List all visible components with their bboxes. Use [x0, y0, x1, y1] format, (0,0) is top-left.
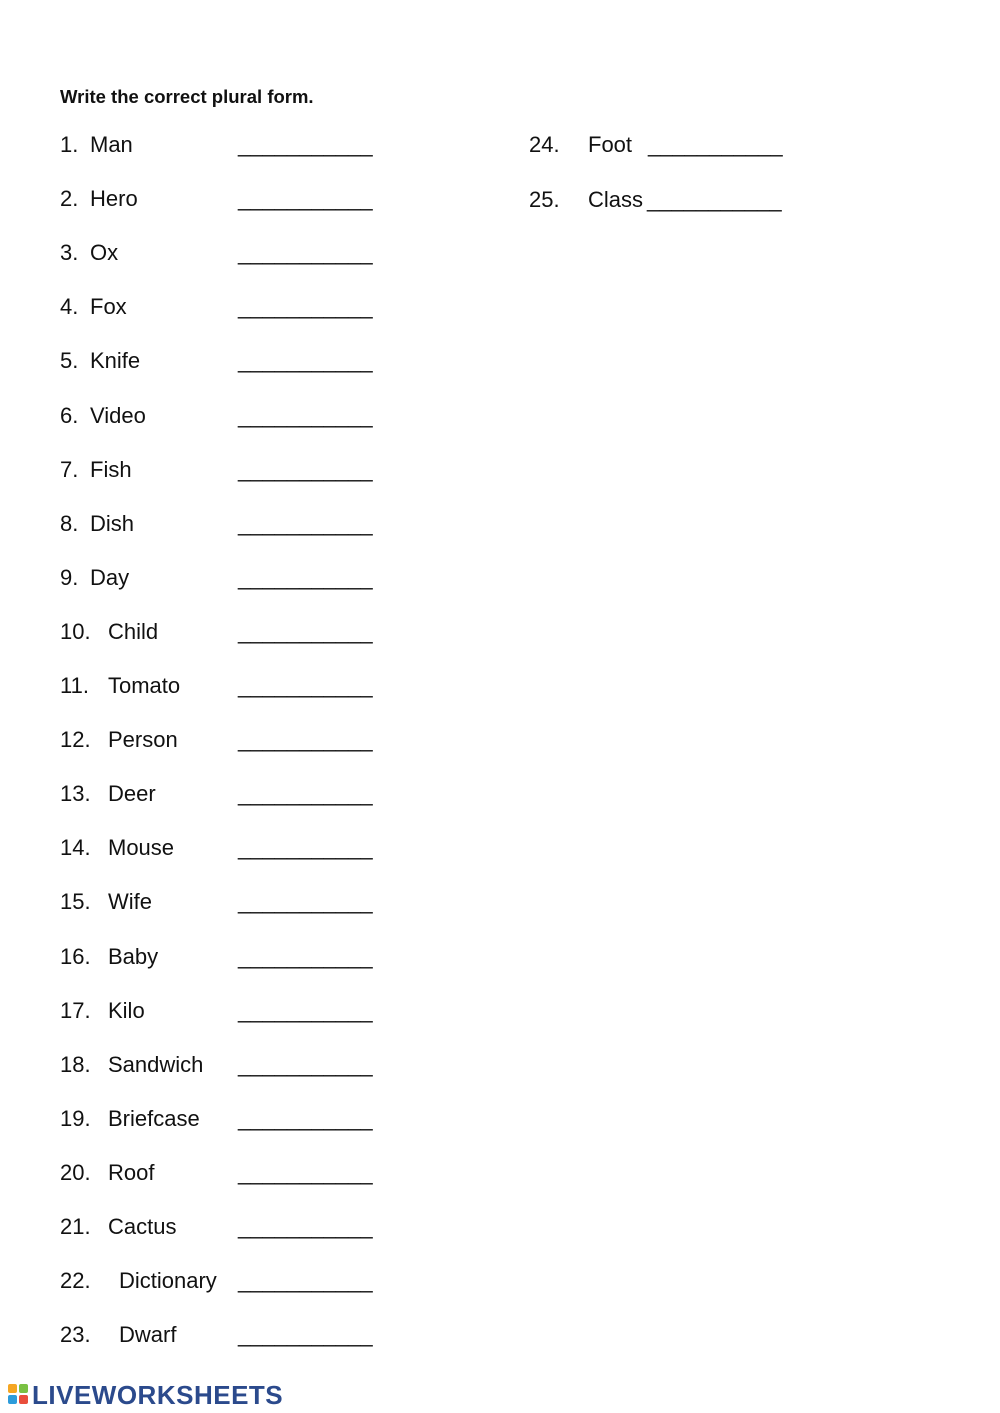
exercise-number: 25. [529, 187, 560, 212]
exercise-item [60, 618, 390, 646]
exercise-word: Knife [90, 348, 141, 374]
answer-blank[interactable]: ___________ [648, 132, 783, 157]
exercise-number: 8. [60, 510, 79, 536]
exercise-number: 21. [60, 1214, 91, 1239]
exercise-word: Video [90, 402, 146, 428]
exercise-word: Roof [108, 1159, 155, 1185]
answer-blank[interactable]: ___________ [238, 673, 373, 698]
exercise-item [529, 186, 799, 214]
exercise-word: Briefcase [108, 1105, 200, 1131]
exercise-word: Fish [90, 456, 132, 482]
answer-blank[interactable]: ___________ [238, 456, 373, 482]
exercise-number: 18. [60, 1051, 91, 1077]
exercise-word: Day [90, 564, 130, 590]
exercise-word: Tomato [108, 673, 181, 698]
exercise-number: 5. [60, 348, 79, 374]
exercise-word: Mouse [108, 835, 175, 861]
exercise-word: Person [108, 727, 178, 753]
exercise-item [529, 131, 799, 159]
answer-blank[interactable]: ___________ [238, 186, 373, 212]
exercise-number: 9. [60, 564, 79, 590]
exercise-word: Fox [90, 294, 127, 320]
exercise-word: Cactus [108, 1214, 177, 1239]
liveworksheets-logo-icon [8, 1384, 28, 1404]
exercise-number: 10. [60, 618, 91, 644]
exercise-word: Wife [108, 889, 152, 915]
exercise-number: 3. [60, 240, 79, 266]
exercise-number: 24. [529, 132, 560, 157]
answer-blank[interactable]: ___________ [238, 727, 373, 753]
exercise-item [60, 726, 390, 754]
worksheet-instruction: Write the correct plural form. [60, 86, 314, 107]
answer-blank[interactable]: ___________ [238, 1214, 373, 1239]
answer-blank[interactable]: ___________ [238, 1268, 373, 1294]
exercise-word: Foot [588, 132, 633, 157]
exercise-number: 20. [60, 1159, 91, 1185]
exercise-number: 2. [60, 186, 79, 212]
answer-blank[interactable]: ___________ [238, 1051, 373, 1077]
exercise-item [60, 402, 390, 430]
exercise-item [60, 510, 390, 538]
exercise-item [60, 1213, 390, 1241]
exercise-number: 19. [60, 1105, 91, 1131]
answer-blank[interactable]: ___________ [238, 997, 373, 1023]
exercise-word: Class [588, 187, 644, 212]
exercise-item [60, 239, 390, 267]
exercise-item [60, 943, 390, 971]
exercise-item [60, 456, 390, 484]
exercise-item [60, 888, 390, 916]
answer-blank[interactable]: ___________ [238, 402, 373, 428]
answer-blank[interactable]: ___________ [238, 294, 373, 320]
exercise-number: 1. [60, 132, 79, 157]
answer-blank[interactable]: ___________ [238, 781, 373, 807]
exercise-number: 23. [60, 1322, 91, 1348]
answer-blank[interactable]: ___________ [238, 1159, 373, 1185]
answer-blank[interactable]: ___________ [238, 1105, 373, 1131]
exercise-item [60, 1321, 390, 1349]
answer-blank[interactable]: ___________ [238, 564, 373, 590]
exercise-item [60, 1051, 390, 1079]
exercise-item [60, 185, 390, 213]
exercise-item [60, 672, 390, 700]
exercise-number: 22. [60, 1268, 91, 1294]
exercise-item [60, 997, 390, 1025]
answer-blank[interactable]: ___________ [238, 510, 373, 536]
exercise-word: Child [108, 618, 159, 644]
exercise-number: 17. [60, 997, 91, 1023]
exercise-item [60, 564, 390, 592]
exercise-word: Kilo [108, 997, 145, 1023]
exercise-number: 11. [60, 673, 89, 698]
exercise-number: 6. [60, 402, 79, 428]
exercise-item [60, 834, 390, 862]
exercise-word: Dwarf [119, 1322, 177, 1348]
answer-blank[interactable]: ___________ [238, 835, 373, 861]
exercise-item [60, 131, 390, 159]
answer-blank[interactable]: ___________ [238, 943, 373, 969]
exercise-item [60, 780, 390, 808]
exercise-word: Deer [108, 781, 156, 807]
exercise-number: 12. [60, 727, 91, 753]
exercise-word: Hero [90, 186, 138, 212]
exercise-number: 7. [60, 456, 79, 482]
exercise-item [60, 1105, 390, 1133]
answer-blank[interactable]: ___________ [238, 889, 373, 915]
exercise-item [60, 347, 390, 375]
answer-blank[interactable]: ___________ [647, 187, 782, 212]
liveworksheets-logo-text: LIVEWORKSHEETS [32, 1380, 284, 1410]
exercise-word: Man [90, 132, 133, 157]
exercise-number: 14. [60, 835, 91, 861]
exercise-word: Dish [90, 510, 135, 536]
answer-blank[interactable]: ___________ [238, 618, 373, 644]
exercise-number: 13. [60, 781, 91, 807]
exercise-item [60, 1159, 390, 1187]
exercise-item [60, 293, 390, 321]
answer-blank[interactable]: ___________ [238, 1322, 373, 1348]
exercise-item [60, 1267, 390, 1295]
exercise-word: Dictionary [119, 1268, 217, 1294]
exercise-number: 4. [60, 294, 79, 320]
exercise-number: 16. [60, 943, 91, 969]
exercise-word: Baby [108, 943, 159, 969]
answer-blank[interactable]: ___________ [238, 240, 373, 266]
exercise-word: Ox [90, 240, 119, 266]
exercise-number: 15. [60, 889, 91, 915]
exercise-word: Sandwich [108, 1051, 204, 1077]
answer-blank[interactable]: ___________ [238, 348, 373, 374]
answer-blank[interactable]: ___________ [238, 132, 373, 157]
